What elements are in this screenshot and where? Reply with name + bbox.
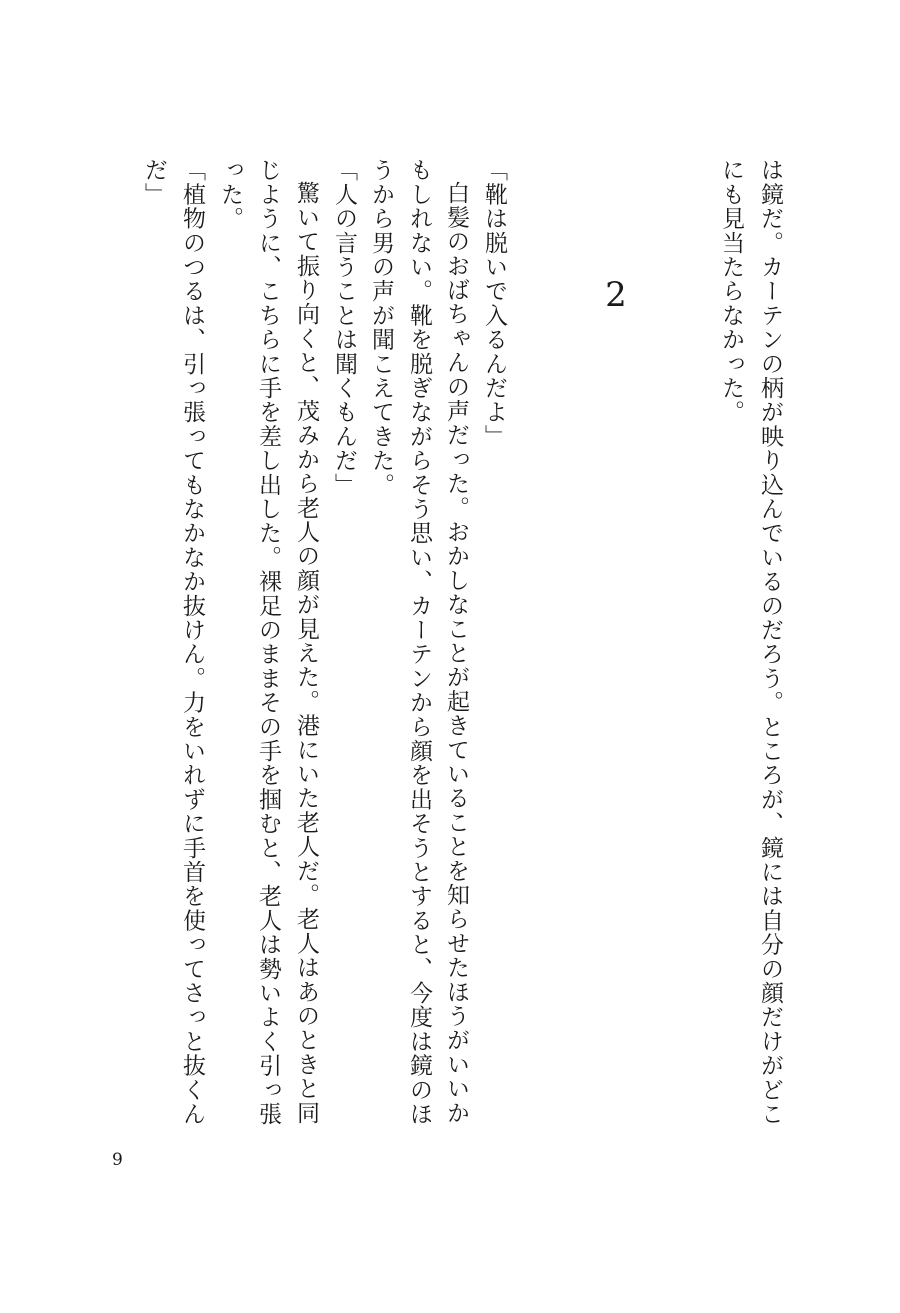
text-line: 驚いて振り向くと、茂みから老人の顔が見えた。港にいた老人だ。老人はあのときと同 [293, 181, 319, 1125]
text-line: だ」 [141, 158, 167, 207]
dialogue-line: 「靴は脱いで入るんだよ」 [481, 158, 507, 449]
text-line: もしれない。靴を脱ぎながらそう思い、カーテンから顔を出そうとすると、今度は鏡のほ [406, 158, 432, 1126]
dialogue-line: 「人の言うことは聞くもんだ」 [331, 158, 357, 497]
page-number: 9 [112, 1150, 123, 1170]
text-line: は鏡だ。カーテンの柄が映り込んでいるのだろう。ところが、鏡には自分の顔だけがどこ [757, 158, 783, 1126]
text-line: 白髪のおばちゃんの声だった。おかしなことが起きていることを知らせたほうがいいか [443, 181, 469, 1125]
text-line: うから男の声が聞こえてきた。 [368, 158, 394, 497]
text-line: った。 [217, 158, 243, 231]
chapter-number: 2 [605, 275, 627, 315]
text-line: じように、こちらに手を差し出した。裸足のままその手を掴むと、老人は勢いよく引っ張 [255, 158, 281, 1126]
text-line: にも見当たらなかった。 [718, 158, 744, 425]
dialogue-line: 「植物のつるは、引っ張ってもなかなか抜けん。力をいれずに手首を使ってさっと抜くん [179, 158, 205, 1126]
